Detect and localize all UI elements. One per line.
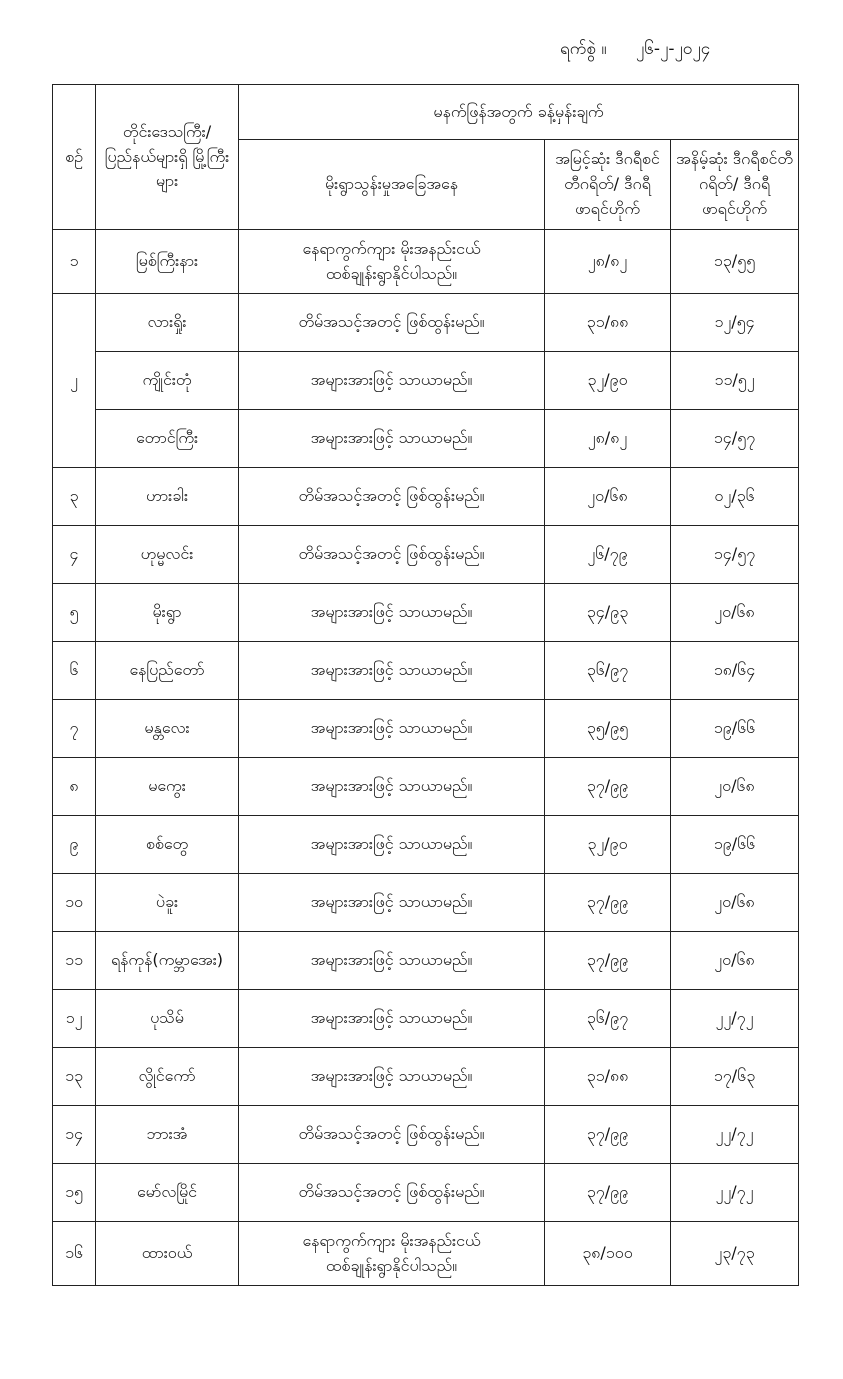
row-max: ၂၆/၇၉	[545, 526, 671, 584]
table-row	[53, 1164, 799, 1222]
row-condition: အများအားဖြင့် သာယာမည်။	[239, 758, 545, 816]
row-condition: အများအားဖြင့် သာယာမည်။	[239, 642, 545, 700]
row-min: ၁၈/၆၄	[671, 642, 799, 700]
col-header-condition: မိုးရွာသွန်းမှုအခြေအနေ	[239, 140, 545, 230]
row-min: ၂၂/၇၂	[671, 1106, 799, 1164]
row-city: ဘားအံ	[96, 1106, 239, 1164]
row-max: ၃၅/၉၅	[545, 700, 671, 758]
row-no: ၁၂	[53, 990, 96, 1048]
row-no: ၁၃	[53, 1048, 96, 1106]
table-row	[53, 932, 799, 990]
row-city: မြစ်ကြီးနား	[96, 230, 239, 294]
row-max: ၃၇/၉၉	[545, 1164, 671, 1222]
row-city: နေပြည်တော်	[96, 642, 239, 700]
row-min: ၂၂/၇၂	[671, 990, 799, 1048]
row-condition: အများအားဖြင့် သာယာမည်။	[239, 932, 545, 990]
row-max: ၃၂/၉၀	[545, 352, 671, 410]
table-row	[53, 468, 799, 526]
row-condition: တိမ်အသင့်အတင့် ဖြစ်ထွန်းမည်။	[239, 1164, 545, 1222]
row-condition: တိမ်အသင့်အတင့် ဖြစ်ထွန်းမည်။	[239, 526, 545, 584]
row-max: ၃၈/၁၀၀	[545, 1222, 671, 1286]
row-city: လားရှိုး	[96, 294, 239, 352]
table-row	[53, 700, 799, 758]
row-city: ကျိုင်းတုံ	[96, 352, 239, 410]
row-min: ၂၀/၆၈	[671, 584, 799, 642]
row-city: စစ်တွေ	[96, 816, 239, 874]
row-city: ရန်ကုန်(ကမ္ဘာအေး)	[96, 932, 239, 990]
row-max: ၃၁/၈၈	[545, 294, 671, 352]
row-min: ၁၂/၅၄	[671, 294, 799, 352]
row-city: လွိုင်ကော်	[96, 1048, 239, 1106]
row-condition: အများအားဖြင့် သာယာမည်။	[239, 410, 545, 468]
table-row	[53, 758, 799, 816]
row-city: ပုသိမ်	[96, 990, 239, 1048]
row-max: ၂၈/၈၂	[545, 230, 671, 294]
condition-line-2: ထစ်ချုန်းရွာနိုင်ပါသည်။	[325, 1255, 458, 1275]
row-no: ၅	[53, 584, 96, 642]
row-no: ၇	[53, 700, 96, 758]
row-condition: အများအားဖြင့် သာယာမည်။	[239, 990, 545, 1048]
row-condition: အများအားဖြင့် သာယာမည်။	[239, 1048, 545, 1106]
table-row	[53, 230, 799, 294]
row-no: ၁၁	[53, 932, 96, 990]
row-no: ၁၆	[53, 1222, 96, 1286]
row-max: ၃၂/၉၀	[545, 816, 671, 874]
row-no: ၃	[53, 468, 96, 526]
row-max: ၃၆/၉၇	[545, 990, 671, 1048]
row-city: မကွေး	[96, 758, 239, 816]
table-row	[53, 410, 799, 468]
row-city: တောင်ကြီး	[96, 410, 239, 468]
condition-line-2: ထစ်ချုန်းရွာနိုင်ပါသည်။	[325, 263, 458, 283]
table-row	[53, 1222, 799, 1286]
row-min: ၂၀/၆၈	[671, 874, 799, 932]
condition-line-1: နေရာကွက်ကျား မိုးအနည်းငယ်	[302, 1230, 481, 1250]
table-row	[53, 1048, 799, 1106]
row-no: ၆	[53, 642, 96, 700]
row-condition: အများအားဖြင့် သာယာမည်။	[239, 584, 545, 642]
table-row	[53, 816, 799, 874]
row-min: ၂၂/၇၂	[671, 1164, 799, 1222]
row-min: ၁၄/၅၇	[671, 526, 799, 584]
row-city: ဟားခါး	[96, 468, 239, 526]
table-row	[53, 584, 799, 642]
row-min: ၂၀/၆၈	[671, 758, 799, 816]
group-header-forecast: မနက်ဖြန်အတွက် ခန့်မှန်းချက်	[239, 85, 799, 140]
row-min: ၂၃/၇၃	[671, 1222, 799, 1286]
table-row	[53, 352, 799, 410]
row-max: ၃၇/၉၉	[545, 874, 671, 932]
row-min: ၁၇/၆၃	[671, 1048, 799, 1106]
row-city: မိုးရွာ	[96, 584, 239, 642]
date-value: ၂၆-၂-၂၀၂၄	[635, 39, 711, 59]
row-city: ထားဝယ်	[96, 1222, 239, 1286]
row-city: မန္တလေး	[96, 700, 239, 758]
row-no: ၈	[53, 758, 96, 816]
row-city: ပဲခူး	[96, 874, 239, 932]
row-condition: အများအားဖြင့် သာယာမည်။	[239, 700, 545, 758]
row-max: ၃၇/၉၉	[545, 932, 671, 990]
row-max: ၃၄/၉၃	[545, 584, 671, 642]
row-condition: တိမ်အသင့်အတင့် ဖြစ်ထွန်းမည်။	[239, 468, 545, 526]
date-line	[560, 38, 800, 63]
table-row	[53, 1106, 799, 1164]
row-max: ၃၁/၈၈	[545, 1048, 671, 1106]
row-city: ဟုမ္မလင်း	[96, 526, 239, 584]
row-max: ၃၇/၉၉	[545, 1106, 671, 1164]
row-min: ၁၁/၅၂	[671, 352, 799, 410]
row-condition: အများအားဖြင့် သာယာမည်။	[239, 352, 545, 410]
table-row	[53, 990, 799, 1048]
table-row	[53, 526, 799, 584]
row-condition: တိမ်အသင့်အတင့် ဖြစ်ထွန်းမည်။	[239, 1106, 545, 1164]
col-header-no: စဉ်	[53, 85, 96, 230]
row-condition	[239, 230, 545, 294]
row-condition	[239, 1222, 545, 1286]
col-header-min: အနိမ့်ဆုံး ဒီဂရီစင်တီဂရိတ်/ ဒီဂရီဖာရင်ဟိုက်	[671, 140, 799, 230]
row-max: ၃၇/၉၉	[545, 758, 671, 816]
row-city: မော်လမြိုင်	[96, 1164, 239, 1222]
row-min: ၁၃/၅၅	[671, 230, 799, 294]
row-condition: အများအားဖြင့် သာယာမည်။	[239, 816, 545, 874]
row-no: ၁၅	[53, 1164, 96, 1222]
condition-line-1: နေရာကွက်ကျား မိုးအနည်းငယ်	[302, 238, 481, 258]
row-no: ၄	[53, 526, 96, 584]
col-header-region: တိုင်းဒေသကြီး/ ပြည်နယ်များရှိ မြို့ကြီးများ	[96, 85, 239, 230]
row-min: ၁၉/၆၆	[671, 816, 799, 874]
row-max: ၂၀/၆၈	[545, 468, 671, 526]
row-no: ၁၄	[53, 1106, 96, 1164]
row-condition: တိမ်အသင့်အတင့် ဖြစ်ထွန်းမည်။	[239, 294, 545, 352]
row-max: ၂၈/၈၂	[545, 410, 671, 468]
row-no: ၁၀	[53, 874, 96, 932]
row-no: ၂	[53, 294, 96, 468]
row-max: ၃၆/၉၇	[545, 642, 671, 700]
table-row	[53, 874, 799, 932]
row-min: ၂၀/၆၈	[671, 932, 799, 990]
row-no: ၁	[53, 230, 96, 294]
table-row	[53, 294, 799, 352]
row-no: ၉	[53, 816, 96, 874]
row-min: ၁၄/၅၇	[671, 410, 799, 468]
table-row	[53, 642, 799, 700]
row-condition: အများအားဖြင့် သာယာမည်။	[239, 874, 545, 932]
col-header-max: အမြင့်ဆုံး ဒီဂရီစင်တီဂရိတ်/ ဒီဂရီဖာရင်ဟိုက်	[545, 140, 671, 230]
row-min: ၁၉/၆၆	[671, 700, 799, 758]
date-label: ရက်စွဲ ။	[560, 39, 607, 59]
row-min: ၀၂/၃၆	[671, 468, 799, 526]
forecast-table	[52, 84, 799, 1286]
